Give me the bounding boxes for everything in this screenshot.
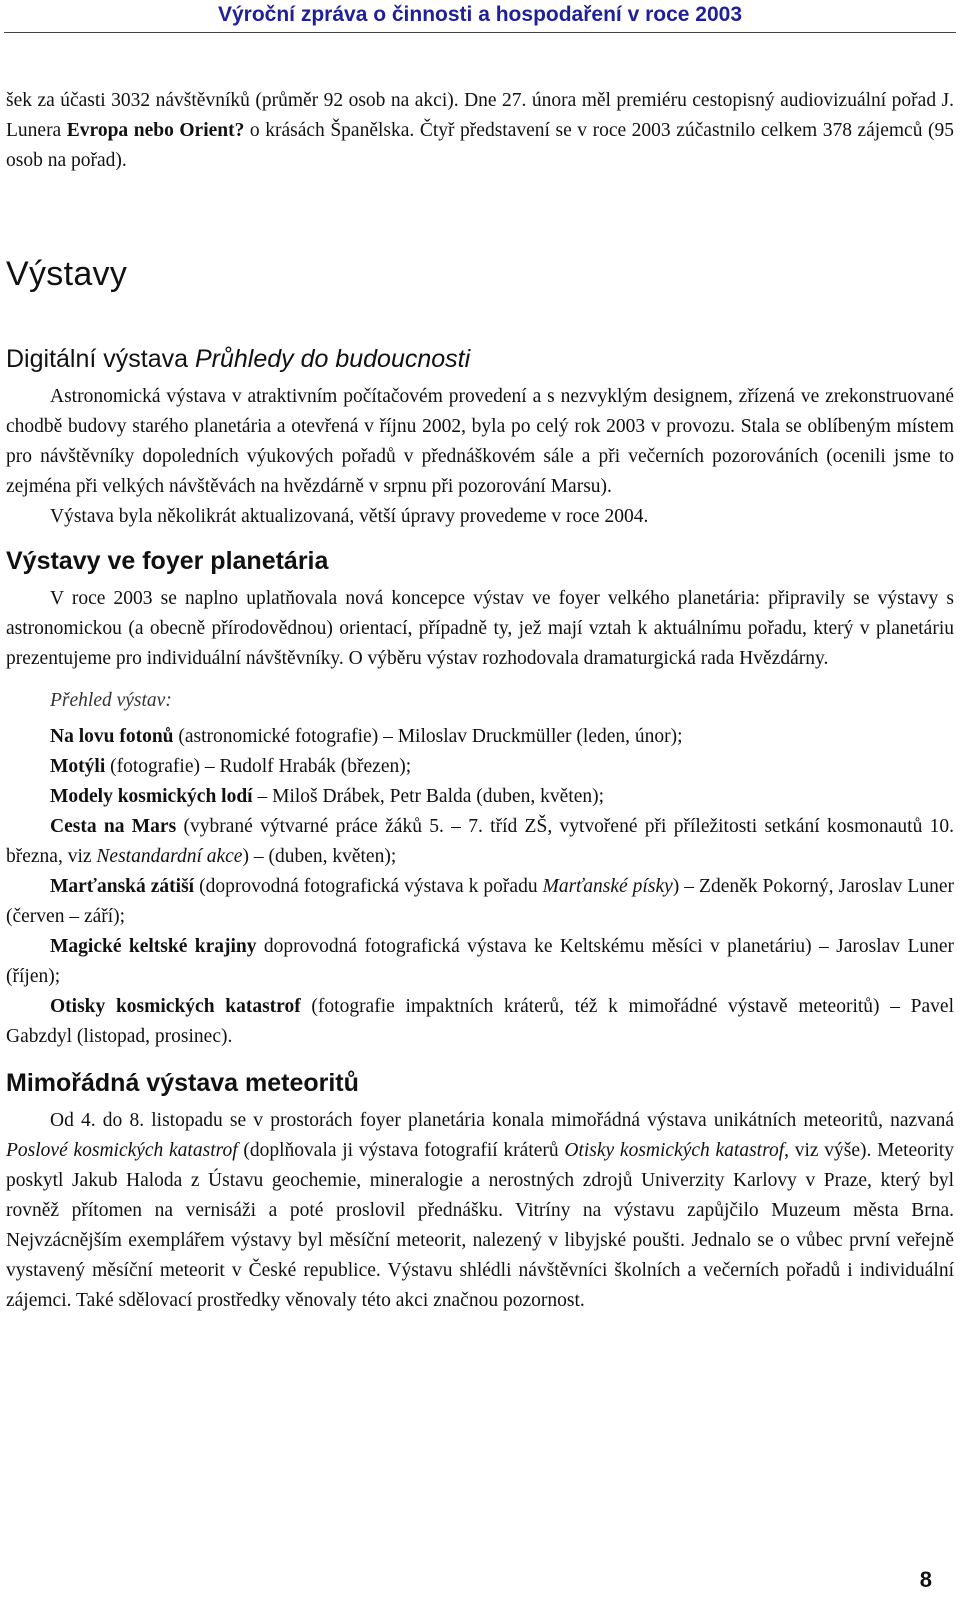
list-item-text: (doprovodná fotografická výstava k pořadu xyxy=(194,876,543,897)
meteorite-italic-1: Poslové kosmických katastrof xyxy=(6,1140,238,1161)
list-item-text: (fotografie) – Rudolf Hrabák (březen); xyxy=(105,756,412,777)
list-item xyxy=(6,782,954,812)
list-item-text-2: ) – (duben, květen); xyxy=(242,846,397,867)
list-item-name: Marťanská zátiší xyxy=(50,876,195,897)
intro-text-1: šek za účasti 3032 návštěvníků (průměr 92 osob na akci). Dne 27. února měl premiéru cestopisný audiovizuální pořad J. Lunera xyxy=(6,90,954,141)
list-item-text-2: ) – Zdeněk Pokorný, Jaroslav Luner (červen – září); xyxy=(6,876,954,927)
list-item-text: (fotografie impaktních kráterů, též k mimořádné výstavě meteoritů) – Pavel Gabzdyl (listopad, prosinec). xyxy=(6,996,954,1047)
meteorite-italic-2: Otisky kosmických katastrof xyxy=(564,1140,785,1161)
list-item-text: – Miloš Drábek, Petr Balda (duben, květen); xyxy=(252,786,605,807)
list-item xyxy=(6,932,954,992)
list-item xyxy=(6,872,954,932)
list-item-text: (vybrané výtvarné práce žáků 5. – 7. tříd ZŠ, vytvořené při příležitosti setkání kosmonautů 10. března, viz xyxy=(6,816,954,867)
list-item-italic: Nestandardní akce xyxy=(96,846,243,867)
meteorite-text-2: (doplňovala ji výstava fotografií kráterů xyxy=(237,1140,565,1161)
list-item-text: doprovodná fotografická výstava ke Keltskému měsíci v planetáriu) – Jaroslav Luner (říjen); xyxy=(6,936,955,987)
list-item-name: Otisky kosmických katastrof xyxy=(50,996,301,1017)
intro-text-2: o krásách Španělska. Čtyř představení se v roce 2003 zúčastnilo celkem 378 zájemců (95 osob na pořad). xyxy=(6,120,955,171)
header-rule xyxy=(4,32,956,33)
digital-paragraph-2: Výstava byla několikrát aktualizovaná, větší úpravy provedeme v roce 2004. xyxy=(50,506,649,527)
exhibition-list-heading: Přehled výstav: xyxy=(50,690,172,711)
intro-program-title: Evropa nebo Orient? xyxy=(66,120,245,141)
meteorite-text-1: Od 4. do 8. listopadu se v prostorách foyer planetária konala mimořádná výstava unikátních meteoritů, nazvaná xyxy=(50,1110,954,1131)
foyer-paragraph: V roce 2003 se naplno uplatňovala nová koncepce výstav ve foyer velkého planetária: připravily se výstavy s astronomickou (a obecně přírodovědnou) orientací, případně ty, jež mají vztah k aktuálnímu pořadu, který v planetáriu prezentujeme pro individuální návštěvníky. O výběru výstav rozhodovala dramaturgická rada Hvězdárny. xyxy=(6,588,954,669)
list-item xyxy=(6,812,954,872)
list-item-name: Motýli xyxy=(50,756,106,777)
list-item-text: (astronomické fotografie) – Miloslav Druckmüller (leden, únor); xyxy=(173,726,683,747)
intro-paragraph xyxy=(6,86,954,176)
list-item-name: Magické keltské krajiny xyxy=(50,936,257,957)
section-title-exhibitions: Výstavy xyxy=(6,255,128,293)
digital-title-plain: Digitální výstava xyxy=(6,345,195,373)
digital-paragraph-1: Astronomická výstava v atraktivním počítačovém provedení a s nezvyklým designem, zřízená ve zrekonstruované chodbě budovy starého planetária a otevřená v říjnu 2002, byla po celý rok 2003 v provozu. Stala se oblíbeným místem pro návštěvníky dopoledních výukových pořadů v přednáškovém sále a při večerních pozorováních (ocenili jsme to zejména při velkých návštěvách na hvězdárně v srpnu při pozorování Marsu). xyxy=(6,386,954,497)
meteorite-exhibition-title: Mimořádná výstava meteoritů xyxy=(6,1069,359,1097)
digital-exhibition-title xyxy=(6,342,954,376)
foyer-exhibitions-title: Výstavy ve foyer planetária xyxy=(6,547,329,575)
list-item-name: Na lovu fotonů xyxy=(50,726,174,747)
page-header: Výroční zpráva o činnosti a hospodaření v roce 2003 xyxy=(217,3,742,26)
page-number: 8 xyxy=(919,1567,932,1592)
list-item xyxy=(6,992,954,1052)
list-item-name: Cesta na Mars xyxy=(50,816,177,837)
digital-title-italic: Průhledy do budoucnosti xyxy=(194,345,471,373)
list-item xyxy=(6,722,954,752)
list-item-italic: Marťanské písky xyxy=(542,876,673,897)
document-body xyxy=(6,86,954,1316)
meteorite-text-3: , viz výše). Meteority poskytl Jakub Haloda z Ústavu geochemie, mineralogie a nerostných zdrojů Univerzity Karlovy v Praze, který byl rovněž přítomen na vernisáži a poté proslovil přednášku. Vitríny na výstavu zapůjčilo Muzeum města Brna. Nejvzácnějším exemplářem výstavy byl měsíční meteorit, nalezený v libyjské poušti. Jednalo se o vůbec první veřejně vystavený měsíční meteorit v České republice. Výstavu shlédli návštěvníci školních a večerních pořadů i individuální zájemci. Také sdělovací prostředky věnovaly této akci značnou pozornost. xyxy=(6,1140,954,1311)
list-item-name: Modely kosmických lodí xyxy=(50,786,253,807)
list-item xyxy=(6,752,954,782)
meteorite-paragraph xyxy=(6,1106,954,1316)
